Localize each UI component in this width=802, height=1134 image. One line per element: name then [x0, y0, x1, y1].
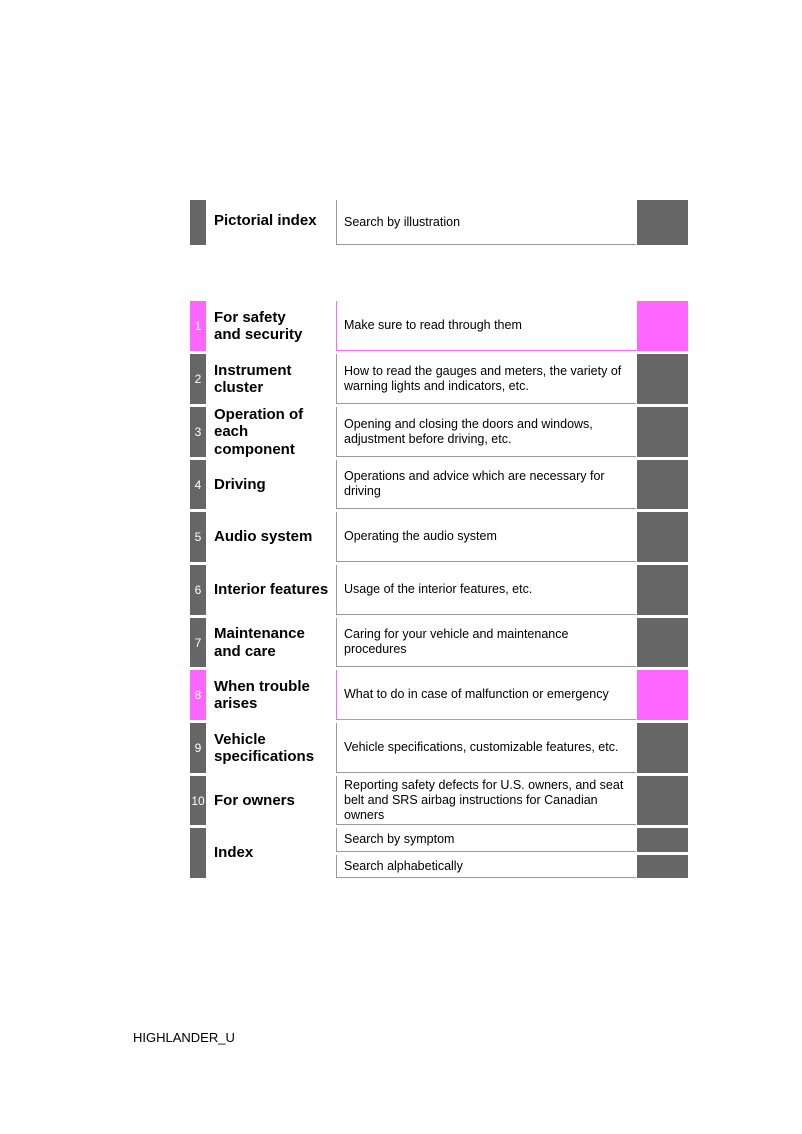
chapter-row-10[interactable]: [190, 776, 688, 825]
chapter-title: Audio system: [214, 528, 313, 546]
index-alphabetical-tab[interactable]: [637, 855, 688, 878]
chapter-description: Vehicle specifications, customizable features, etc.: [336, 723, 636, 773]
chapter-number: 9: [190, 723, 206, 773]
chapter-row-6[interactable]: [190, 565, 688, 615]
index-marker: [190, 828, 206, 878]
chapter-row-9[interactable]: [190, 723, 688, 773]
chapter-number: 5: [190, 512, 206, 562]
chapter-description: Operating the audio system: [336, 512, 636, 562]
chapter-title: When trouble arises: [214, 677, 310, 712]
pictorial-index-marker: [190, 200, 206, 245]
index-row: [190, 828, 688, 878]
index-alphabetical-row[interactable]: [336, 855, 688, 878]
chapter-title: For owners: [214, 791, 295, 809]
pictorial-index-tab[interactable]: [637, 200, 688, 245]
chapter-title: Maintenance and care: [214, 625, 305, 660]
chapter-number: 8: [190, 670, 206, 720]
chapter-title: Driving: [214, 475, 266, 493]
chapter-description: Reporting safety defects for U.S. owners, and seat belt and SRS airbag instructions for Canadian owners: [336, 776, 636, 825]
chapter-number: 4: [190, 460, 206, 509]
chapter-tab[interactable]: [637, 618, 688, 667]
index-symptom-row[interactable]: [336, 828, 688, 852]
chapter-number: 1: [190, 301, 206, 351]
chapter-row-4[interactable]: [190, 460, 688, 509]
index-symptom-description: Search by symptom: [336, 828, 636, 852]
chapter-row-1[interactable]: [190, 301, 688, 351]
chapter-row-8[interactable]: [190, 670, 688, 720]
chapter-number: 10: [190, 776, 206, 825]
chapter-row-5[interactable]: [190, 512, 688, 562]
chapter-row-3[interactable]: [190, 407, 688, 457]
chapter-tab[interactable]: [637, 565, 688, 615]
pictorial-index-description: Search by illustration: [336, 200, 636, 245]
chapter-description: Opening and closing the doors and windows, adjustment before driving, etc.: [336, 407, 636, 457]
chapter-number: 6: [190, 565, 206, 615]
chapter-description: Caring for your vehicle and maintenance procedures: [336, 618, 636, 667]
chapter-number: 7: [190, 618, 206, 667]
chapter-tab[interactable]: [637, 723, 688, 773]
chapter-row-2[interactable]: [190, 354, 688, 404]
document-code: HIGHLANDER_U: [133, 1030, 235, 1045]
chapter-description: How to read the gauges and meters, the variety of warning lights and indicators, etc.: [336, 354, 636, 404]
chapter-description: Operations and advice which are necessary for driving: [336, 460, 636, 509]
chapter-number: 2: [190, 354, 206, 404]
chapter-title: Operation of each component: [214, 405, 304, 458]
chapter-number: 3: [190, 407, 206, 457]
chapter-title: Interior features: [214, 581, 329, 599]
index-title: Index: [214, 844, 254, 862]
chapter-tab[interactable]: [637, 512, 688, 562]
chapter-tab[interactable]: [637, 301, 688, 351]
chapter-tab[interactable]: [637, 776, 688, 825]
chapter-tab[interactable]: [637, 460, 688, 509]
chapter-description: Make sure to read through them: [336, 301, 636, 351]
chapter-description: Usage of the interior features, etc.: [336, 565, 636, 615]
chapter-title: Instrument cluster: [214, 361, 292, 396]
index-symptom-tab[interactable]: [637, 828, 688, 852]
chapter-title: For safety and security: [214, 308, 303, 343]
chapter-row-7[interactable]: [190, 618, 688, 667]
index-alphabetical-description: Search alphabetically: [336, 855, 636, 878]
chapter-title: Vehicle specifications: [214, 730, 315, 765]
chapter-tab[interactable]: [637, 407, 688, 457]
chapter-description: What to do in case of malfunction or emergency: [336, 670, 636, 720]
pictorial-index-title: Pictorial index: [214, 212, 317, 229]
chapter-tab[interactable]: [637, 354, 688, 404]
chapter-tab[interactable]: [637, 670, 688, 720]
pictorial-index-row[interactable]: [190, 200, 688, 245]
